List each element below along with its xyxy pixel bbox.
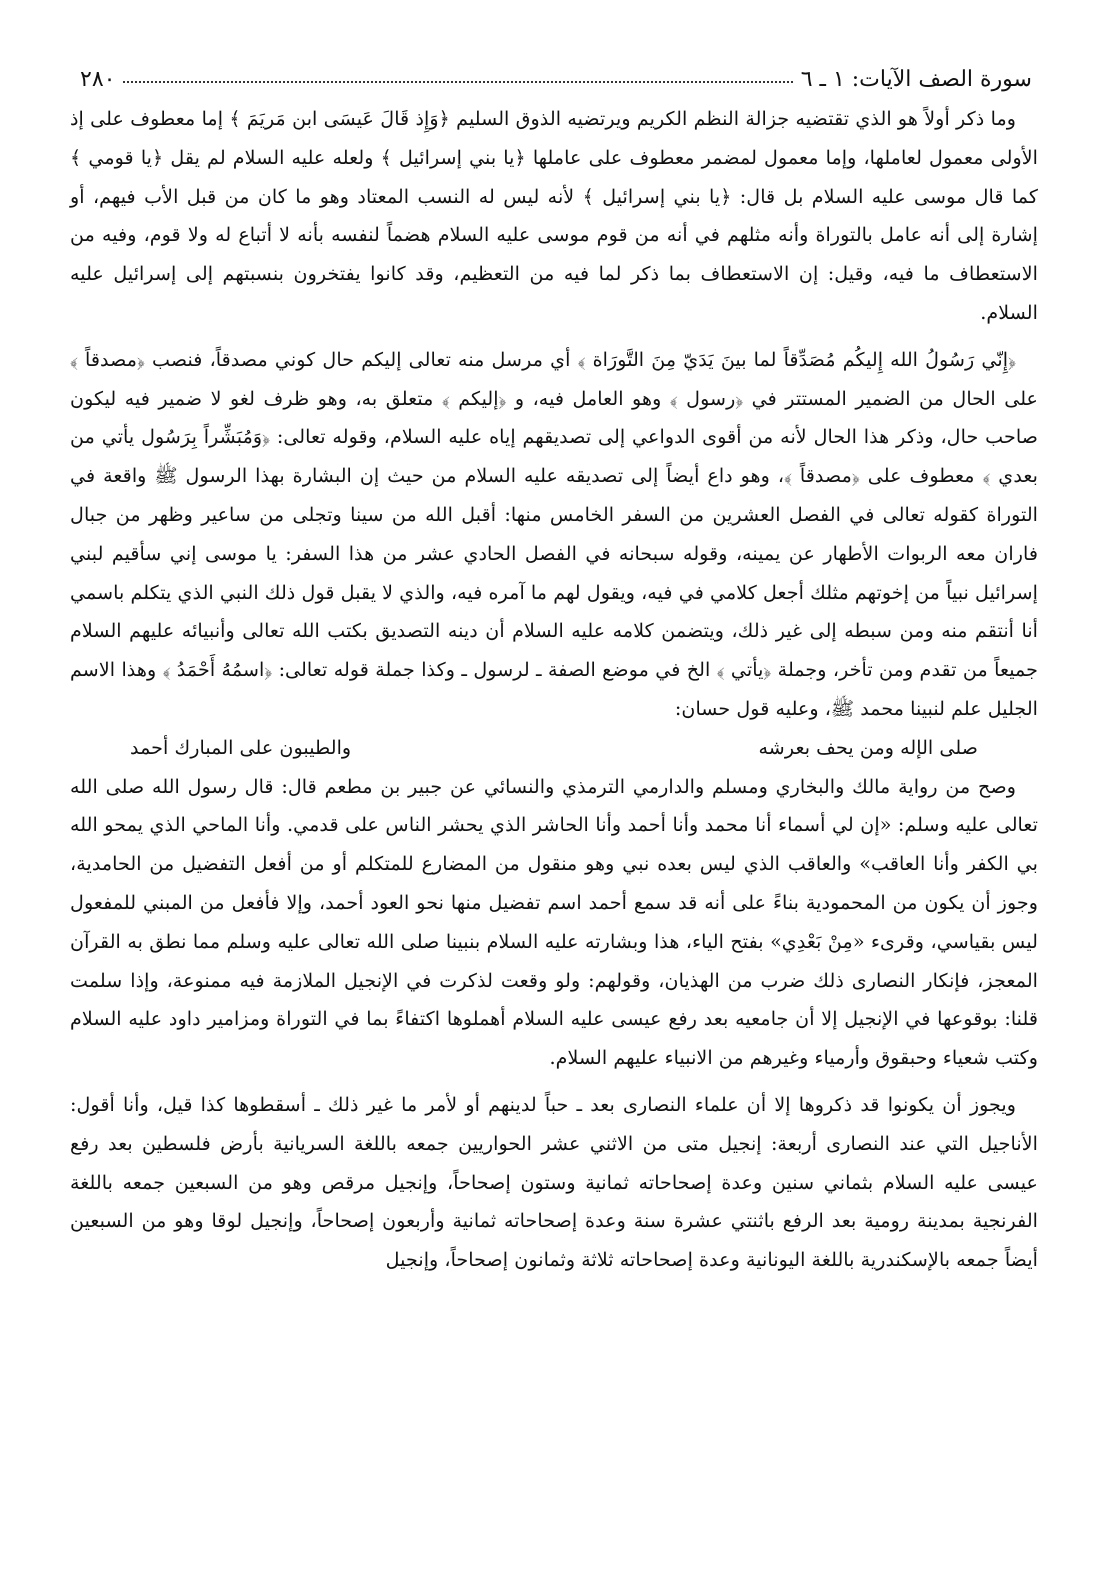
poem-left-hemistich: والطيبون على المبارك أحمد [130, 735, 352, 759]
page-body [70, 100, 1038, 1280]
paragraph-4: ويجوز أن يكونوا قد ذكروها إلا أن علماء النصارى بعد ـ حباً لدينهم أو لأمر ما غير ذلك ـ أسقطوها كذا قيل، وأنا أقول: الأناجيل التي عند النصارى أربعة: إنجيل متى من الاثني عشر الحواريين جمعه باللغة السريانية بأرض فلسطين بعد رفع عيسى عليه السلام بثماني سنين وعدة إصحاحاته ثمانية وستون إصحاحاً، وإنجيل مرقص وهو من السبعين جمعه باللغة الفرنجية بمدينة رومية بعد الرفع باثنتي عشرة سنة وعدة إصحاحاته ثمانية وأربعون إصحاحاً، وإنجيل لوقا وهو من السبعين أيضاً جمعه بالإسكندرية باللغة اليونانية وعدة إصحاحاته ثلاثة وثمانون إصحاحاً، وإنجيل [70, 1092, 1038, 1272]
paragraph-1: وما ذكر أولاً هو الذي تقتضيه جزالة النظم الكريم ويرتضيه الذوق السليم ﴿وَإِذ قَالَ عَيسَى ابن مَريَمَ ﴾ إما معطوف على إذ الأولى معمول لعاملها، وإما معمول لمضمر معطوف على عاملها ﴿يا بني إسرائيل ﴾ ولعله عليه السلام لم يقل ﴿يا قومي ﴾ كما قال موسى عليه السلام بل قال: ﴿يا بني إسرائيل ﴾ لأنه ليس له النسب المعتاد وهو ما كان من قبل الأب فيهم، أو إشارة إلى أنه عامل بالتوراة وأنه مثلهم في أنه من قوم موسى عليه السلام هضماً لنفسه بأنه لا أتباع له ولا قوم، وفيه من الاستعطاف ما فيه، وقيل: إن الاستعطاف بما ذكر لما فيه من التعظيم، وقد كانوا يفتخرون بنسبتهم إلى إسرائيل عليه السلام. [70, 107, 1038, 324]
poem-verse [70, 729, 1038, 768]
header-dotted-leader [123, 80, 792, 83]
page-header [70, 58, 1038, 92]
poem-right-hemistich: صلى الإله ومن يحف بعرشه [758, 735, 978, 759]
page-number: ٢٨٠ [80, 67, 116, 92]
paragraph-3: وصح من رواية مالك والبخاري ومسلم والدارمي الترمذي والنسائي عن جبير بن مطعم قال: قال رسول الله صلى الله تعالى عليه وسلم: «إن لي أسماء أنا محمد وأنا أحمد وأنا الحاشر الذي يحشر الناس على قدمي. وأنا الماحي الذي يمحو الله بي الكفر وأنا العاقب» والعاقب الذي ليس بعده نبي وهو منقول من المضارع للمتكلم أو من أفعل التفضيل من الحامدية، وجوز أن يكون من المحمودية بناءً على أنه قد سمع أحمد اسم تفضيل منها نحو العود أحمد، وإلا فأفعل من المبني للمفعول ليس بقياسي، وقرىء «مِنْ بَعْدِي» بفتح الياء، هذا وبشارته عليه السلام بنبينا صلى الله تعالى عليه وسلم مما نطق به القرآن المعجز، فإنكار النصارى ذلك ضرب من الهذيان، وقولهم: ولو وقعت لذكرت في الإنجيل الملازمة فيه ممنوعة، وإذا سلمت قلنا: بوقوعها في الإنجيل إلا أن جامعيه بعد رفع عيسى عليه السلام أهملوها اكتفاءً بما في التوراة ومزامير داود عليه السلام وكتب شعياء وحبقوق وأرمياء وغيرهم من الانبياء عليهم السلام. [70, 774, 1038, 1070]
page [70, 58, 1038, 1280]
paragraph-2: ﴿إِنّي رَسُولُ الله إِليكُم مُصَدِّقاً لما بينَ يَدَيّ مِنَ التَّورَاة ﴾ أي مرسل منه تعالى إليكم حال كوني مصدقاً، فنصب ﴿مصدقاً ﴾ على الحال من الضمير المستتر في ﴿رسول ﴾ وهو العامل فيه، و ﴿إليكم ﴾ متعلق به، وهو ظرف لغو لا ضمير فيه ليكون صاحب حال، وذكر هذا الحال لأنه من أقوى الدواعي إلى تصديقهم إياه عليه السلام، وقوله تعالى: ﴿وَمُبَشِّراً بِرَسُول يأتي من بعدي ﴾ معطوف على ﴿مصدقاً ﴾، وهو داع أيضاً إلى تصديقه عليه السلام من حيث إن البشارة بهذا الرسول ﷺ واقعة في التوراة كقوله تعالى في الفصل العشرين من السفر الخامس منها: أقبل الله من سينا وتجلى من ساعير وظهر من جبال فاران معه الربوات الأطهار عن يمينه، وقوله سبحانه في الفصل الحادي عشر من هذا السفر: يا موسى إني سأقيم لبني إسرائيل نبياً من إخوتهم مثلك أجعل كلامي في فيه، ويقول لهم ما آمره فيه، والذي لا يقبل قول ذلك النبي الذي يتكلم باسمي أنا أنتقم منه ومن سبطه إلى غير ذلك، ويتضمن كلامه عليه السلام أن دينه التصديق بكتب الله تعالى وأنبيائه عليهم السلام جميعاً من تقدم ومن تأخر، وجملة ﴿يأتي ﴾ الخ في موضع الصفة ـ لرسول ـ وكذا جملة قوله تعالى: ﴿اسمُهُ أَحْمَدُ ﴾ وهذا الاسم الجليل علم لنبينا محمد ﷺ، وعليه قول حسان: [70, 347, 1038, 720]
sura-title: سورة الصف الآيات: ١ ـ ٦ [800, 67, 1032, 92]
